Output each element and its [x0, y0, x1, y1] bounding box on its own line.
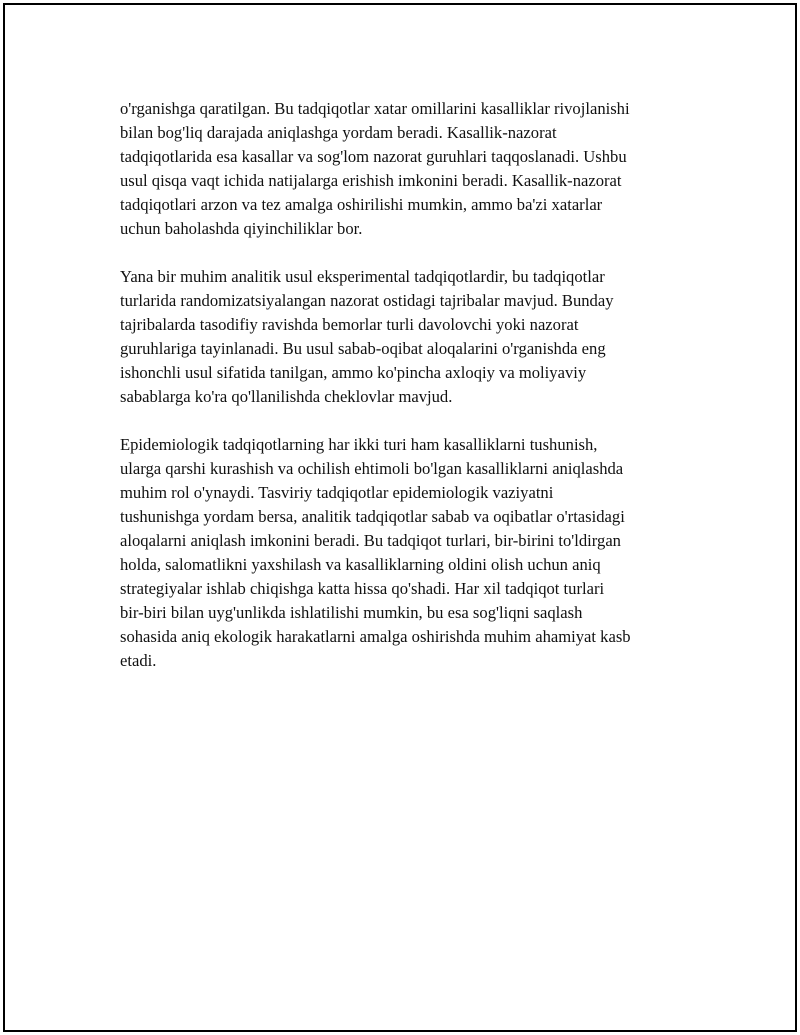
page-frame: [3, 3, 797, 1032]
paragraph-1: o'rganishga qaratilgan. Bu tadqiqotlar xatar omillarini kasalliklar rivojlanishi bilan bog'liq darajada aniqlashga yordam beradi. Kasallik-nazorat tadqiqotlarida esa kasallar va sog'lom nazorat guruhlari taqqoslanadi. Ushbu usul qisqa vaqt ichida natijalarga erishish imkonini beradi. Kasallik-nazorat tadqiqotlari arzon va tez amalga oshirilishi mumkin, ammo ba'zi xatarlar uchun baholashda qiyinchiliklar bor.: [120, 99, 630, 238]
document-body: [120, 97, 695, 697]
paragraph-3: Epidemiologik tadqiqotlarning har ikki turi ham kasalliklarni tushunish, ularga qarshi kurashish va ochilish ehtimoli bo'lgan kasalliklarni aniqlashda muhim rol o'ynaydi. Tasviriy tadqiqotlar epidemiologik vaziyatni tushunishga yordam bersa, analitik tadqiqotlar sabab va oqibatlar o'rtasidagi aloqalarni aniqlash imkonini beradi. Bu tadqiqot turlari, bir-birini to'ldirgan holda, salomatlikni yaxshilash va kasalliklarning oldini olish uchun aniq strategiyalar ishlab chiqishga katta hissa qo'shadi. Har xil tadqiqot turlari bir-biri bilan uyg'unlikda ishlatilishi mumkin, bu esa sog'liqni saqlash sohasida aniq ekologik harakatlarni amalga oshirishda muhim ahamiyat kasb etadi.: [120, 435, 631, 670]
paragraph-2: Yana bir muhim analitik usul eksperimental tadqiqotlardir, bu tadqiqotlar turlarida randomizatsiyalangan nazorat ostidagi tajribalar mavjud. Bunday tajribalarda tasodifiy ravishda bemorlar turli davolovchi yoki nazorat guruhlariga tayinlanadi. Bu usul sabab-oqibat aloqalarini o'rganishda eng ishonchli usul sifatida tanilgan, ammo ko'pincha axloqiy va moliyaviy sabablarga ko'ra qo'llanilishda cheklovlar mavjud.: [120, 267, 614, 406]
